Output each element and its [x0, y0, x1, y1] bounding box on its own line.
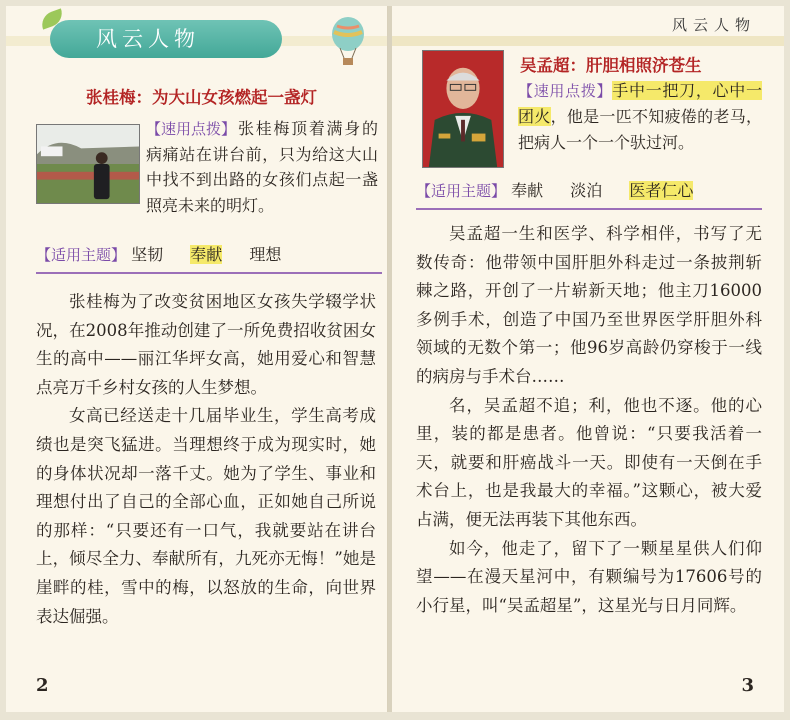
theme-word: 淡泊: [570, 181, 603, 200]
tip-tag: 【速用点拨】: [518, 82, 613, 100]
theme-row: [36, 242, 303, 265]
theme-word: 理想: [249, 245, 282, 264]
tip-tag: 【速用点拨】: [146, 120, 237, 138]
paragraph: 如今，他走了，留下了一颗星星供人们仰望——在漫天星河中，有颗编号为17606号的小行星，叫“吴孟超星”，这星光与日月同辉。: [416, 538, 762, 615]
theme-row: [416, 178, 715, 201]
running-head: 风云人物: [671, 16, 756, 34]
article-title: 吴孟超：肝胆相照济苍生: [520, 56, 702, 75]
theme-tag: 【适用主题】: [416, 182, 507, 200]
article-title: 张桂梅：为大山女孩燃起一盏灯: [86, 88, 317, 107]
theme-tag: 【适用主题】: [36, 246, 127, 264]
theme-word-highlighted: 奉献: [190, 245, 223, 264]
paragraph: 吴孟超一生和医学、科学相伴，书写了无数传奇：他带领中国肝胆外科走过一条披荆斩棘之路，开创了一片崭新天地；他主刀16000多例手术，创造了中国乃至世界医学肝胆外科领域的无数个第一；他96岁高龄仍穿梭于一线的病房与手术台……: [416, 224, 762, 386]
section-banner: 风云人物: [50, 20, 282, 58]
left-page: [6, 6, 388, 712]
tip-highlight: 手中一把刀，心中一团火: [518, 81, 762, 126]
article-body: [36, 288, 376, 631]
right-page: [392, 6, 784, 712]
article-body: [416, 220, 762, 620]
wu-mengchao-photo: [422, 50, 504, 168]
theme-word: 奉献: [511, 181, 544, 200]
divider-rule: [416, 208, 762, 210]
page-number: 2: [36, 675, 49, 696]
divider-rule: [36, 272, 382, 274]
paragraph: 女高已经送走十几届毕业生，学生高考成绩也是突飞猛进。当理想终于成为现实时，她的身体状况却一落千丈。她为了学生、事业和理想付出了自己的全部心血，正如她自己所说的那样：“只要还有一口气，我就要站在讲台上，倾尽全力、奉献所有，九死亦无悔！”她是崖畔的桂，雪中的梅，以怒放的生命，向世界表达倔强。: [36, 406, 376, 626]
tip-box: [518, 78, 762, 156]
theme-word: 坚韧: [131, 245, 164, 264]
theme-word-highlighted: 医者仁心: [629, 181, 694, 200]
tip-text-block: [146, 116, 378, 218]
paragraph: 名，吴孟超不追；利，他也不逐。他的心里，装的都是患者。他曾说：“只要我活着一天，就要和肝癌战斗一天。即使有一天倒在手术台上，也是我最大的幸福。”这颗心，被大爱占满，便无法再装下其他东西。: [416, 395, 762, 529]
page-number: 3: [741, 675, 754, 696]
paragraph: 张桂梅为了改变贫困地区女孩失学辍学状况，在2008年推动创建了一所免费招收贫困女生的高中——丽江华坪女高，她用爱心和智慧点亮万千乡村女孩的人生梦想。: [36, 292, 376, 397]
header-strip: [392, 36, 784, 46]
tip-text: ，他是一匹不知疲倦的老马，把病人一个一个驮过河。: [518, 107, 762, 152]
hot-air-balloon-icon: [328, 16, 368, 68]
tip-text: 张桂梅顶着满身的病痛站在讲台前，只为给这大山中找不到出路的女孩们点起一盏照亮未来的明灯。: [146, 119, 378, 215]
zhang-guimei-photo: [36, 124, 140, 204]
